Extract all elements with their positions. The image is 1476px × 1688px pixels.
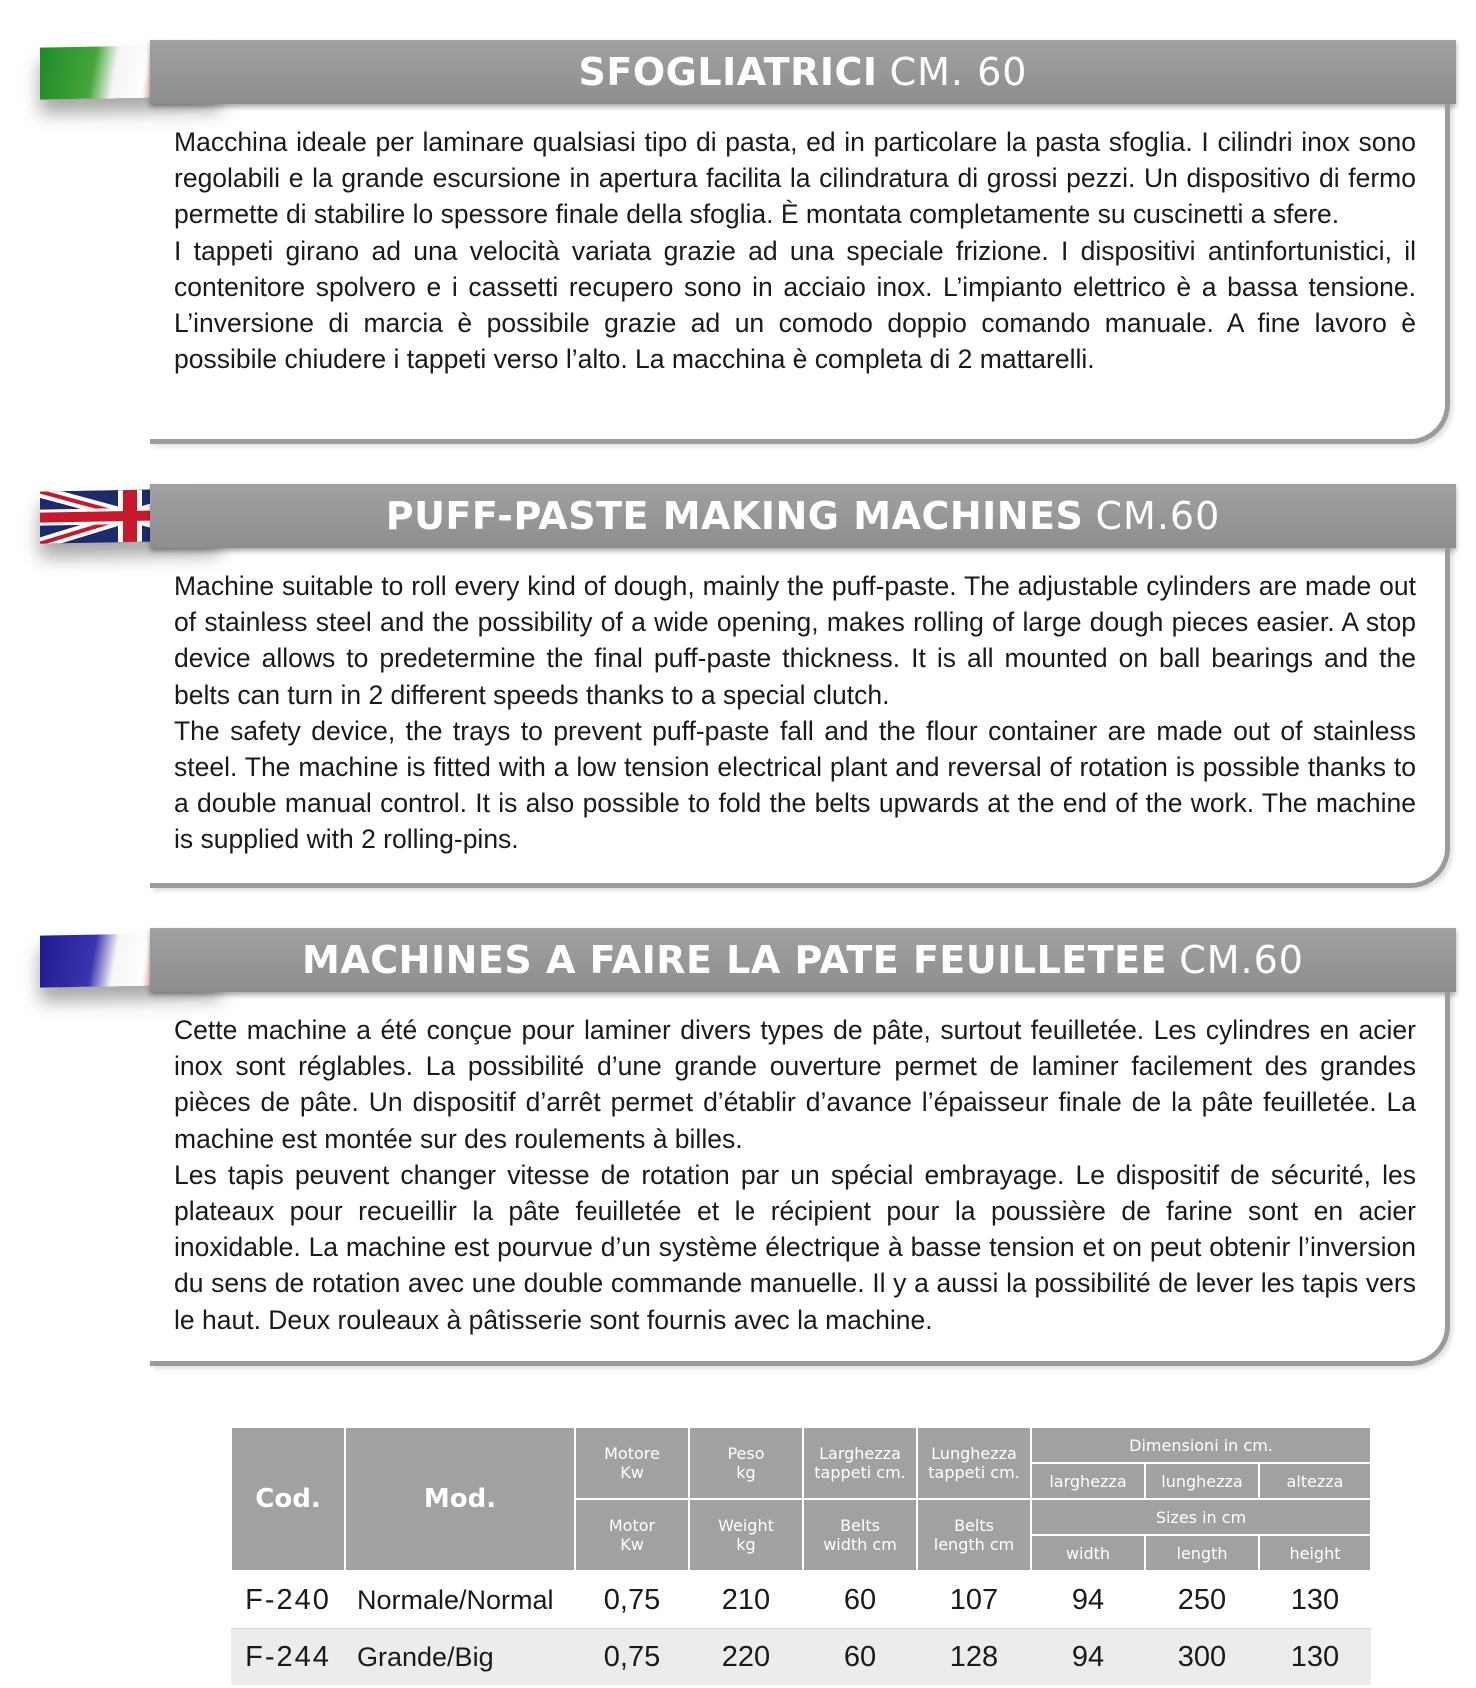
section-title: PUFF-PASTE MAKING MACHINES [385, 494, 1084, 538]
paragraph: The safety device, the trays to prevent puff-paste fall and the flour container are made out of stainless steel. The machine is fitted with a low tension electrical plant and reversal of rotation is possible thanks to a double manual control. It is also possible to fold the belts upwards at the end of the work. The machine is supplied with 2 rolling-pins. [174, 715, 1416, 855]
cell-mod: Normale/Normal [345, 1571, 575, 1629]
header-larghezza: larghezza [1031, 1463, 1145, 1499]
paragraph: Les tapis peuvent changer vitesse de rotation par un spécial embrayage. Le dispositif de sécurité, les plateaux pour recueillir la pâte feuilletée et le récipient pour la poussière de farine sont en acier inoxidable. La machine est pourvue d’un système électrique à basse tension et on peut obtenir l’inversion du sens de rotation avec une double commande manuelle. Il y a aussi la possibilité de lever les tapis vers le haut. Deux rouleaux à pâtisserie sont fournis avec la machine. [174, 1159, 1416, 1335]
paragraph: Macchina ideale per laminare qualsiasi tipo di pasta, ed in particolare la pasta sfoglia. I cilindri inox sono regolabili e la grande escursione in apertura facilita la cilindratura di grossi pezzi. Un dispositivo di fermo permette di stabilire lo spessore finale della sfoglia. È montata completamente su cuscinetti a sfere. [174, 127, 1416, 230]
section-body [174, 124, 1416, 377]
section-body [174, 1012, 1416, 1338]
section-subtitle: CM. 60 [889, 50, 1028, 94]
header-height: height [1259, 1535, 1371, 1571]
cell-length: 250 [1145, 1571, 1259, 1629]
header-cod: Cod. [231, 1427, 345, 1571]
header-sizes: Sizes in cm [1031, 1499, 1371, 1535]
section-header [150, 484, 1456, 548]
cell-kg: 220 [689, 1629, 803, 1686]
cell-width: 94 [1031, 1571, 1145, 1629]
header-width: width [1031, 1535, 1145, 1571]
cell-height: 130 [1259, 1571, 1371, 1629]
cell-belts-length: 128 [917, 1629, 1031, 1686]
section-subtitle: CM.60 [1179, 938, 1304, 982]
header-lunghezza: lunghezza [1145, 1463, 1259, 1499]
section-header [150, 928, 1456, 992]
section-body [174, 568, 1416, 858]
spec-table [230, 1426, 1372, 1685]
header-motor: Motor Kw [575, 1499, 689, 1571]
cell-cod: F-240 [231, 1571, 345, 1629]
header-belts-width: Belts width cm [803, 1499, 917, 1571]
cell-length: 300 [1145, 1629, 1259, 1686]
header-weight: Weight kg [689, 1499, 803, 1571]
header-lunghezza-tappeti: Lunghezza tappeti cm. [917, 1427, 1031, 1499]
cell-belts-width: 60 [803, 1629, 917, 1686]
header-length: length [1145, 1535, 1259, 1571]
table-row [231, 1629, 1371, 1686]
header-peso: Peso kg [689, 1427, 803, 1499]
header-altezza: altezza [1259, 1463, 1371, 1499]
header-belts-length: Belts length cm [917, 1499, 1031, 1571]
cell-kw: 0,75 [575, 1629, 689, 1686]
cell-height: 130 [1259, 1629, 1371, 1686]
cell-kw: 0,75 [575, 1571, 689, 1629]
table-row [231, 1571, 1371, 1629]
paragraph: Machine suitable to roll every kind of dough, mainly the puff-paste. The adjustable cylinders are made out of stainless steel and the possibility of a wide opening, makes rolling of large dough pieces easier. A stop device allows to predetermine the final puff-paste thickness. It is all mounted on ball bearings and the belts can turn in 2 different speeds thanks to a special clutch. [174, 571, 1416, 710]
section-title: MACHINES A FAIRE LA PATE FEUILLETEE [302, 938, 1168, 982]
cell-width: 94 [1031, 1629, 1145, 1686]
header-larghezza-tappeti: Larghezza tappeti cm. [803, 1427, 917, 1499]
cell-cod: F-244 [231, 1629, 345, 1686]
section-subtitle: CM.60 [1095, 494, 1221, 538]
header-dimensioni: Dimensioni in cm. [1031, 1427, 1371, 1463]
section-header [150, 40, 1456, 104]
paragraph: I tappeti girano ad una velocità variata grazie ad una speciale frizione. I dispositivi antinfortunistici, il contenitore spolvero e i cassetti recupero sono in acciaio inox. L’impianto elettrico è a bassa tensione. L’inversione di marcia è possibile grazie ad un comodo doppio comando manuale. A fine lavoro è possibile chiudere i tappeti verso l’alto. La macchina è completa di 2 mattarelli. [174, 235, 1416, 375]
header-mod: Mod. [345, 1427, 575, 1571]
section-title: SFOGLIATRICI [578, 50, 878, 94]
cell-belts-width: 60 [803, 1571, 917, 1629]
cell-belts-length: 107 [917, 1571, 1031, 1629]
header-motore: Motore Kw [575, 1427, 689, 1499]
cell-mod: Grande/Big [345, 1629, 575, 1686]
cell-kg: 210 [689, 1571, 803, 1629]
paragraph: Cette machine a été conçue pour laminer divers types de pâte, surtout feuilletée. Les cylindres en acier inox sont réglables. La possibilité d’une grande ouverture permet de laminer facilement des grandes pièces de pâte. Un dispositif d’arrêt permet d’établir d’avance l’épaisseur finale de la pâte feuilletée. La machine est montée sur des roulements à billes. [174, 1015, 1416, 1154]
